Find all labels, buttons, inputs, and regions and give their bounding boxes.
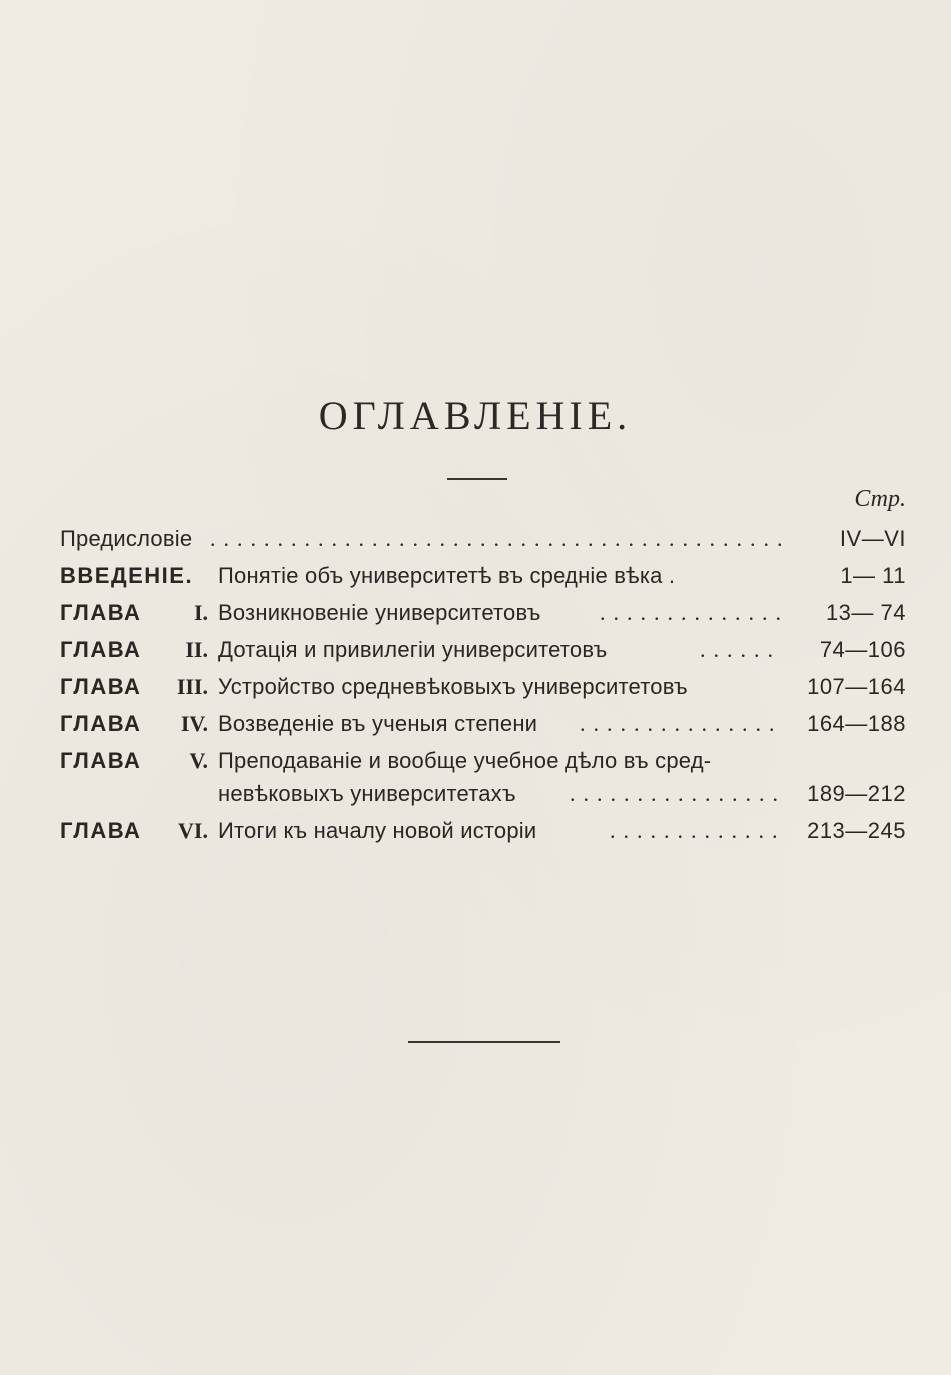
toc-entry-label: Предисловіе (60, 526, 193, 551)
toc-entry-title: Понятіе объ университетѣ въ средніе вѣка . (218, 563, 676, 588)
toc-entry-pages: 74—106 (819, 637, 906, 662)
toc-entry-title: Возведеніе въ ученыя степени (218, 711, 538, 736)
closing-rule (408, 1041, 560, 1043)
dot-leader: ...... (700, 637, 781, 662)
toc-entry-number: I. (193, 600, 208, 625)
toc-entry-pages: 107—164 (807, 674, 906, 699)
toc-entry-title: Дотація и привилегіи университетовъ (218, 637, 608, 662)
toc-entry-chapter-6 (60, 812, 906, 849)
toc-entry-label: ГЛАВА (60, 711, 142, 736)
toc-entry-number: III. (176, 674, 208, 699)
toc-entry-title: Возникновеніе университетовъ (218, 600, 541, 625)
dot-leader: ................ (570, 781, 786, 806)
toc-entry-label: ГЛАВА (60, 637, 142, 662)
toc-entry-chapter-1 (60, 594, 906, 631)
toc-entry-number: V. (189, 748, 208, 773)
toc-entry-number: II. (185, 637, 208, 662)
toc-entry-number: VI. (178, 818, 208, 843)
toc-entry-introduction (60, 557, 906, 594)
dot-leader: ........................................... (210, 526, 791, 551)
dot-leader: .............. (600, 600, 789, 625)
page-column-header: Стр. (854, 486, 906, 512)
toc-entry-pages: 213—245 (807, 818, 906, 843)
toc-entry-chapter-5 (60, 742, 906, 812)
toc-entry-chapter-2 (60, 631, 906, 668)
toc-entry-title: Итоги къ началу новой исторіи (218, 818, 537, 843)
table-of-contents (60, 520, 906, 849)
toc-entry-label: ГЛАВА (60, 818, 142, 843)
toc-entry-label: ГЛАВА (60, 600, 142, 625)
toc-entry-label: ГЛАВА (60, 748, 142, 773)
toc-entry-preface (60, 520, 906, 557)
toc-entry-number: IV. (180, 711, 208, 736)
toc-entry-chapter-4 (60, 705, 906, 742)
toc-entry-label: ГЛАВА (60, 674, 142, 699)
toc-entry-pages: IV—VI (839, 526, 906, 551)
toc-entry-pages: 164—188 (807, 711, 906, 736)
page-title: ОГЛАВЛЕНІЕ. (318, 393, 633, 438)
toc-entry-pages: 13— 74 (825, 600, 906, 625)
toc-entry-title-continued: невѣковыхъ университетахъ (218, 781, 516, 806)
dot-leader: ............... (580, 711, 783, 736)
toc-entry-label: ВВЕДЕНІЕ. (60, 563, 194, 588)
toc-entry-title: Устройство средневѣковыхъ университетовъ (218, 674, 688, 699)
toc-entry-pages: 1— 11 (840, 563, 906, 588)
toc-entry-chapter-3 (60, 668, 906, 705)
dot-leader: ............. (610, 818, 786, 843)
title-rule (447, 478, 507, 480)
toc-entry-pages: 189—212 (807, 781, 906, 806)
toc-entry-title: Преподаваніе и вообще учебное дѣло въ сред- (218, 748, 712, 773)
